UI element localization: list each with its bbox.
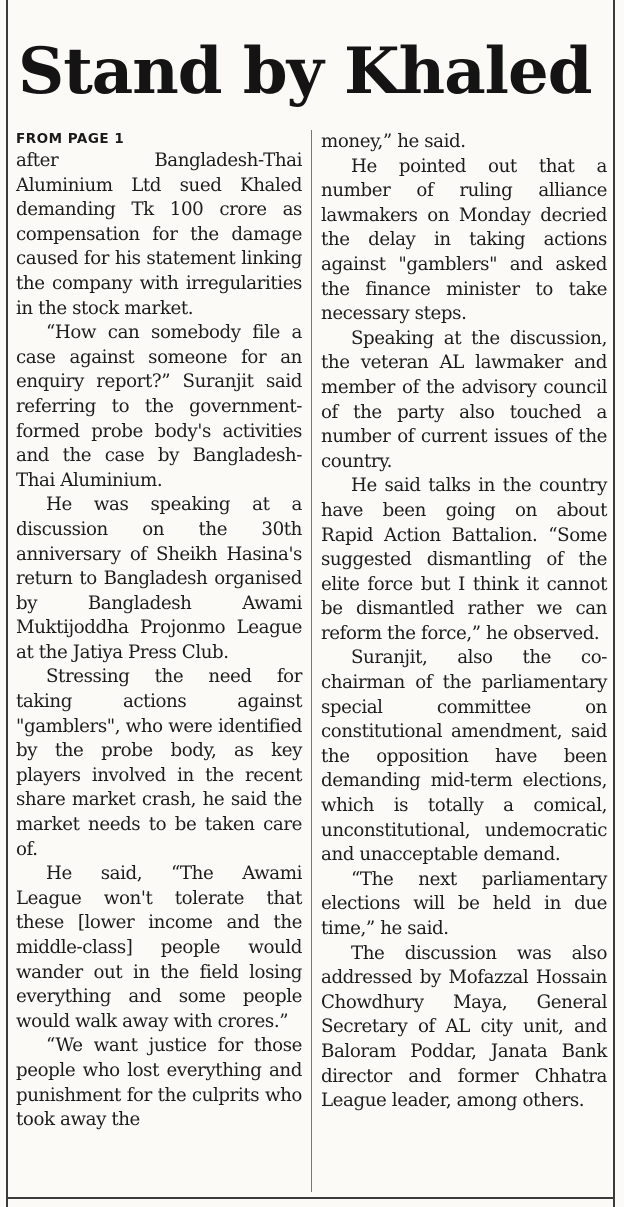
- paragraph: “How can somebody file a case against someone for an enquiry report?” Suranjit said referring to the government-formed probe body's activities and the case by Bangladesh-Thai Aluminium.: [16, 322, 302, 491]
- paragraph: He pointed out that a number of ruling alliance lawmakers on Monday decried the delay in taking actions against "gamblers" and asked the finance minister to take necessary steps.: [321, 155, 607, 325]
- paragraph: “The next parliamentary elections will be held in due time,” he said.: [321, 868, 607, 939]
- left-border-rule: [6, 0, 8, 1207]
- paragraph: The discussion was also addressed by Mofazzal Hossain Chowdhury Maya, General Secretary of AL city unit, and Baloram Poddar, Janata Bank director and former Chhatra League leader, among others.: [321, 942, 607, 1112]
- paragraph: He was speaking at a discussion on the 30th anniversary of Sheikh Hasina's return to Bangladesh organised by Bangladesh Awami Muktijoddha Projonmo League at the Jatiya Press Club.: [16, 494, 302, 663]
- paragraph: “We want justice for those people who lost everything and punishment for the culprits who took away the: [16, 1035, 302, 1131]
- paragraph: Stressing the need for taking actions against "gamblers", who were identified by the probe body, as key players involved in the recent share market crash, he said the market needs to be taken care of.: [16, 666, 302, 860]
- left-column: [16, 129, 302, 1133]
- paragraph: Speaking at the discussion, the veteran AL lawmaker and member of the advisory council of the party also touched a number of current issues of the country.: [321, 327, 607, 472]
- column-divider: [311, 130, 312, 1192]
- headline: Stand by Khaled: [18, 34, 592, 109]
- bottom-border-rule: [6, 1197, 615, 1199]
- right-column: [321, 130, 607, 1114]
- paragraph: Suranjit, also the co-chairman of the parliamentary special committee on constitutional amendment, said the opposition have been demanding mid-term elections, which is totally a comical, unconstitutional, undemocratic and unacceptable demand.: [321, 647, 607, 866]
- paragraph: He said, “The Awami League won't tolerate that these [lower income and the middle-class] people would wander out in the field losing everything and some people would walk away with crores.”: [16, 863, 302, 1032]
- paragraph: after Bangladesh-Thai Aluminium Ltd sued Khaled demanding Tk 100 crore as compensation for the damage caused for his statement linking the company with irregularities in the stock market.: [16, 150, 302, 319]
- paragraph: money,” he said.: [321, 131, 466, 152]
- kicker-from-page: FROM PAGE 1: [16, 131, 125, 147]
- right-border-rule: [613, 0, 615, 1207]
- paragraph: He said talks in the country have been going on about Rapid Action Battalion. “Some suggested dismantling of the elite force but I think it cannot be dismantled rather we can reform the force,” he observed.: [321, 475, 607, 644]
